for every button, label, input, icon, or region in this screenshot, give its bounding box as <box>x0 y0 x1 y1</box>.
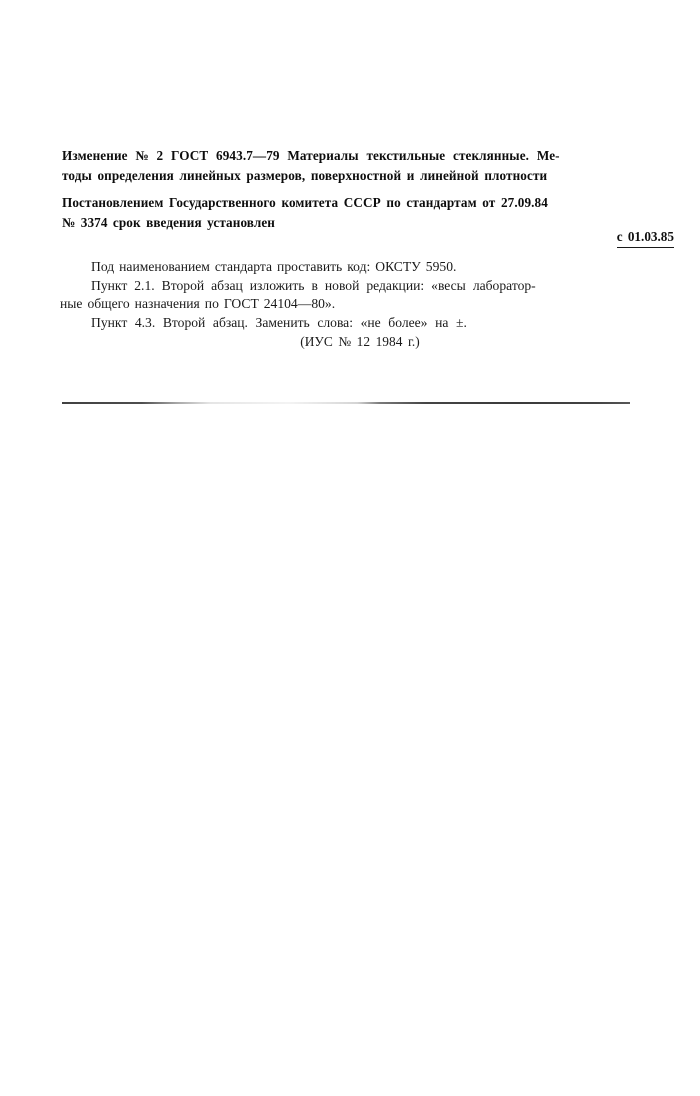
body-line-clause-4-3: Пункт 4.3. Второй абзац. Заменить слова: «не более» на ±. <box>91 314 467 330</box>
ius-source-reference: (ИУС № 12 1984 г.) <box>300 334 420 349</box>
standard-amendment-heading <box>62 146 674 232</box>
effective-date-row <box>62 228 674 248</box>
amendment-body <box>60 258 675 332</box>
heading-line-3-resolution: Постановлением Государственного комитета СССР по стандартам от 27.09.84 <box>62 195 548 210</box>
body-line-clause-2-1: Пункт 2.1. Второй абзац изложить в новой редакции: «весы лаборатор- <box>91 277 536 293</box>
body-line-clause-2-1-continued: ные общего назначения по ГОСТ 24104—80». <box>60 296 336 312</box>
effective-date-value: с 01.03.85 <box>617 228 674 248</box>
bottom-divider-rule <box>62 402 630 404</box>
heading-spacer <box>62 185 674 193</box>
body-line-okstu-code: Под наименованием стандарта проставить код: ОКСТУ 5950. <box>91 259 457 274</box>
heading-line-1: Изменение № 2 ГОСТ 6943.7—79 Материалы текстильные стеклянные. Ме- <box>62 148 560 163</box>
heading-line-2: тоды определения линейных размеров, поверхностной и линейной плотности <box>62 167 548 183</box>
heading-line-4-order-number: № 3374 срок введения установлен <box>62 214 276 230</box>
